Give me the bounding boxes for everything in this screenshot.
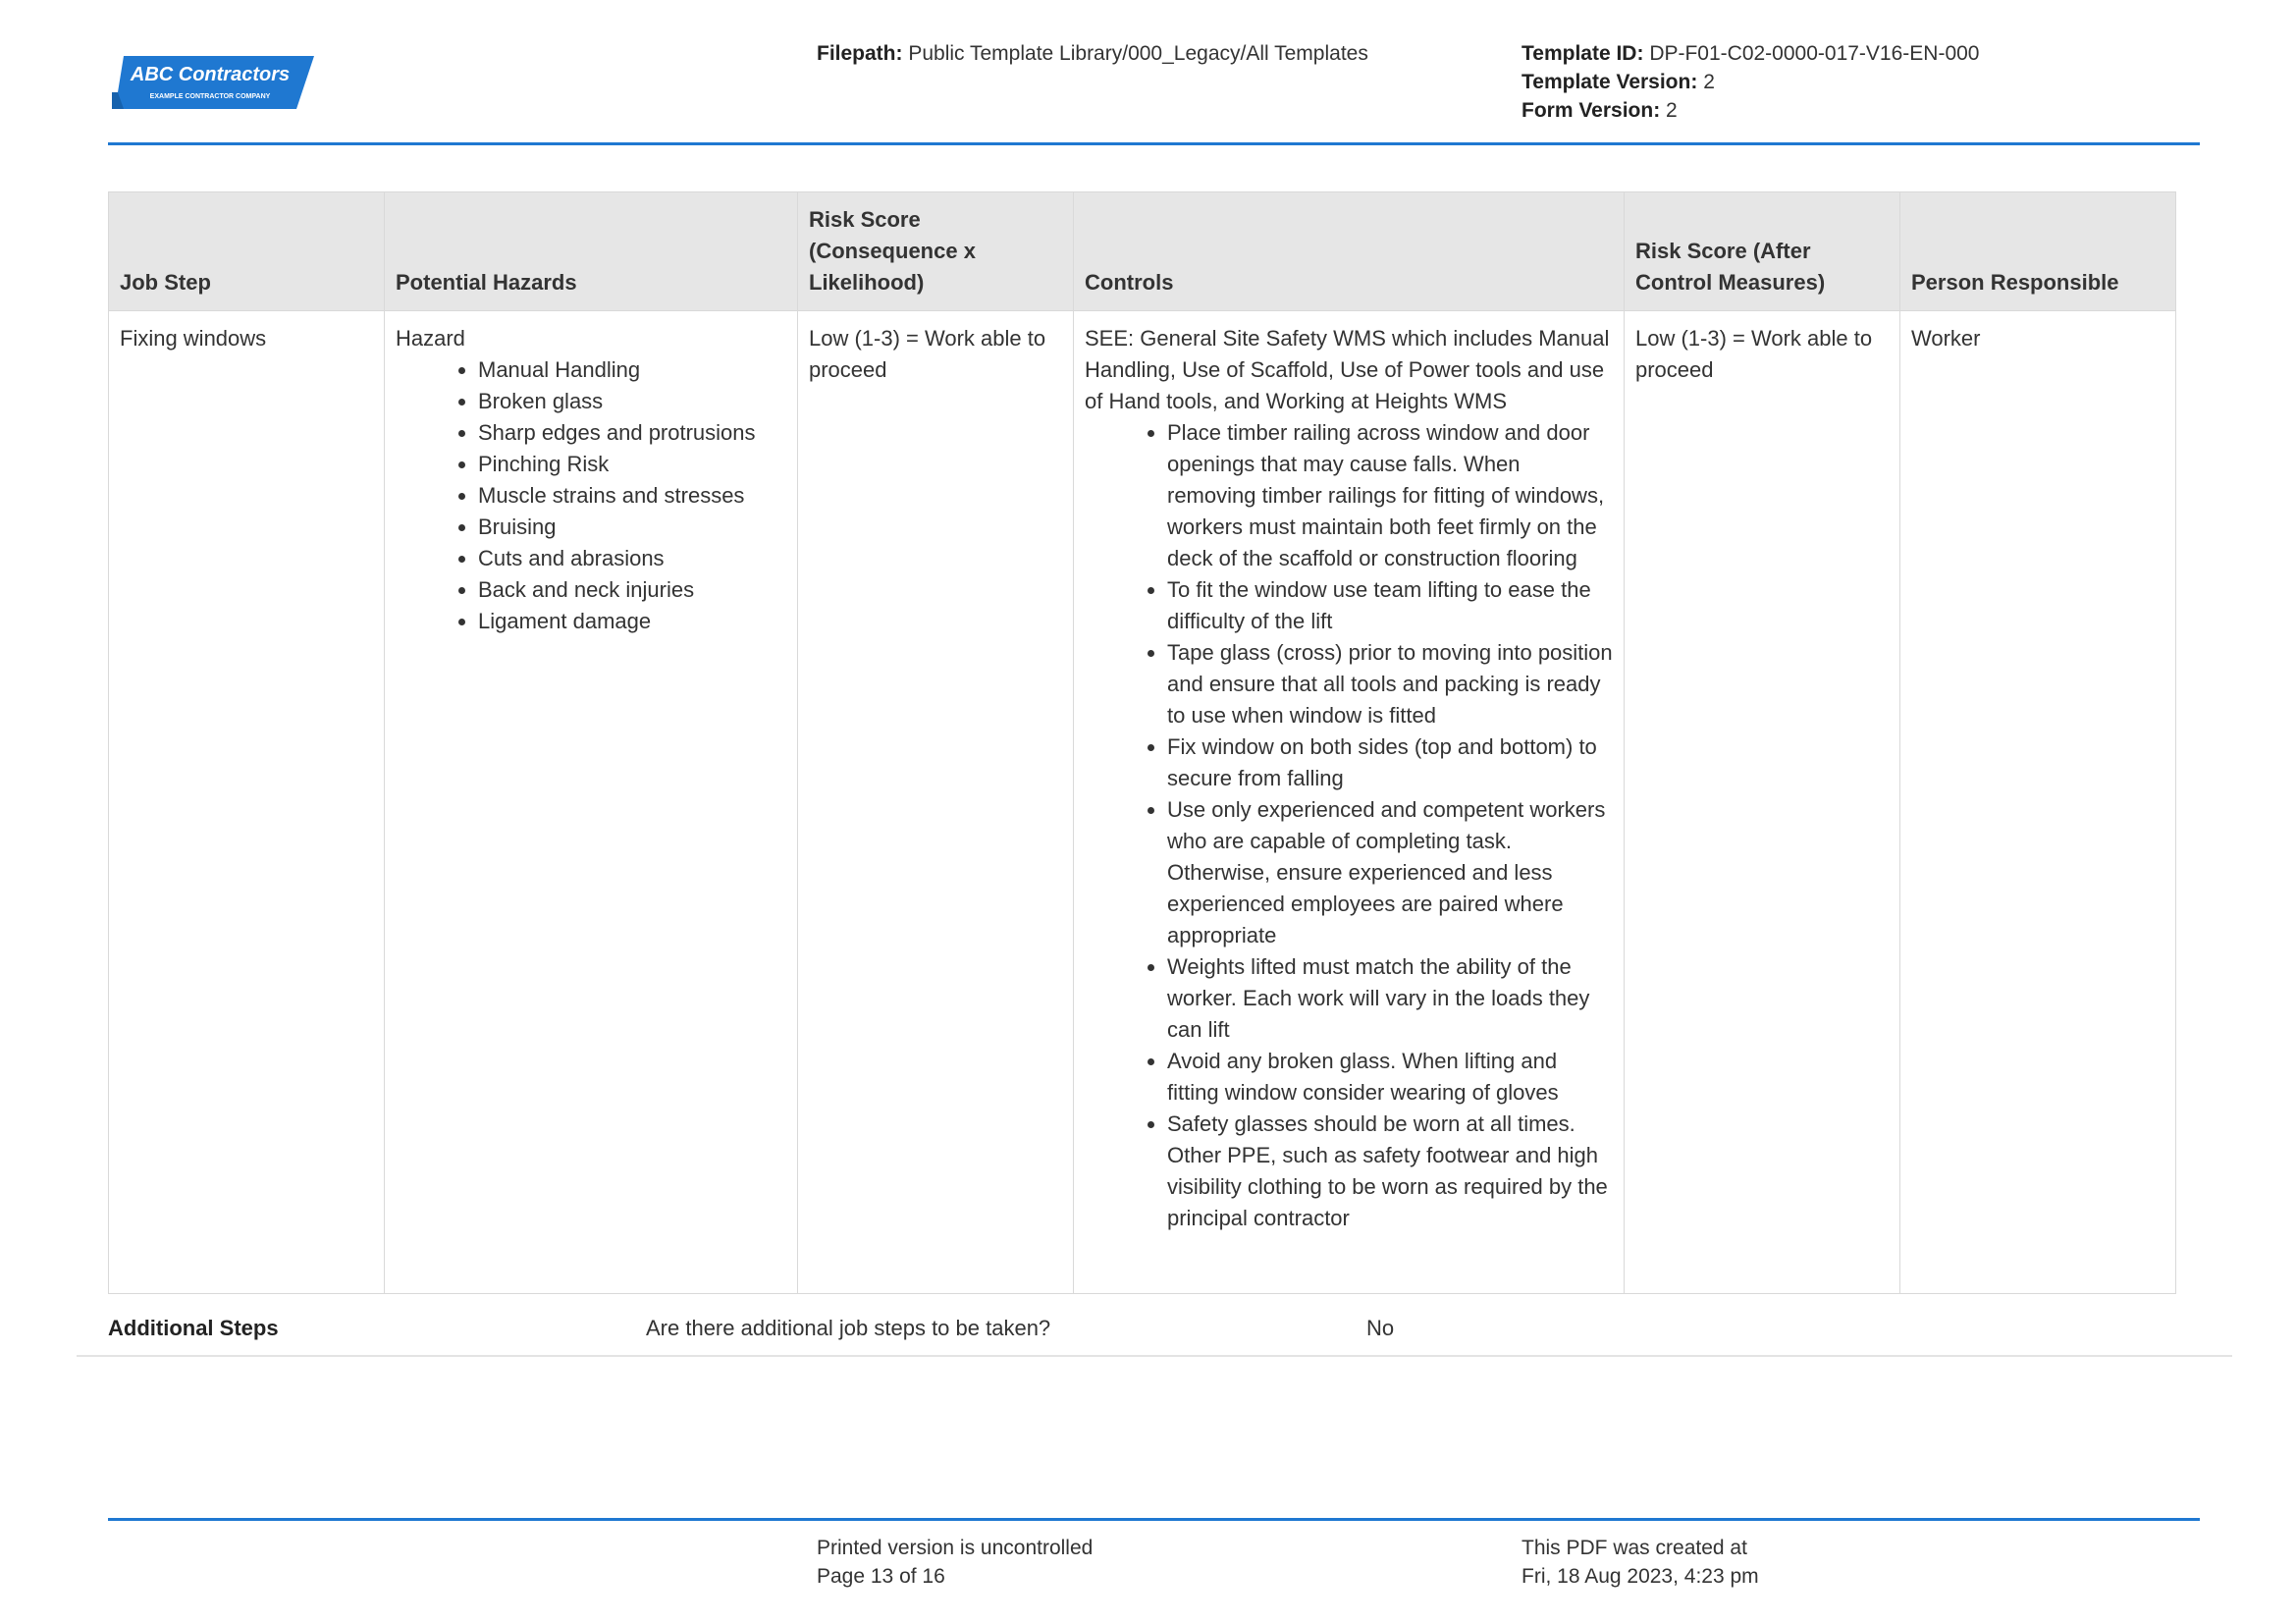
cell-potential-hazards — [385, 311, 798, 1294]
list-item: • Manual Handling — [478, 354, 786, 386]
company-logo — [110, 53, 316, 112]
template-info-block — [1522, 39, 1979, 125]
header-risk-after-line: Risk Score (After — [1635, 239, 1811, 263]
header-controls: Controls — [1074, 192, 1625, 311]
footer-left-block — [817, 1534, 1093, 1591]
header-risk-after-line: Control Measures) — [1635, 270, 1826, 295]
additional-steps-answer: No — [1366, 1316, 1395, 1340]
footer-right-block — [1522, 1534, 1759, 1591]
filepath-value: Public Template Library/000_Legacy/All Templates — [908, 42, 1368, 65]
list-item: • Ligament damage — [478, 606, 786, 637]
form-version-line — [1522, 96, 1979, 125]
header-risk-score — [798, 192, 1074, 311]
header-risk-score-line: Likelihood) — [809, 270, 925, 295]
table-header-row — [109, 192, 2176, 311]
header-divider — [108, 142, 2200, 145]
additional-steps-question: Are there additional job steps to be taken? — [646, 1316, 1051, 1340]
cell-risk-after: Low (1-3) = Work able to proceed — [1625, 311, 1900, 1294]
controls-intro: SEE: General Site Safety WMS which includes Manual Handling, Use of Scaffold, Use of Power tools and use of Hand tools, and Working at Heights WMS — [1085, 326, 1610, 413]
footer-divider — [108, 1518, 2200, 1521]
cell-person-responsible: Worker — [1900, 311, 2176, 1294]
list-item: • Avoid any broken glass. When lifting and fitting window consider wearing of gloves — [1167, 1046, 1613, 1109]
list-item: • Cuts and abrasions — [478, 543, 786, 574]
header-person-responsible: Person Responsible — [1900, 192, 2176, 311]
header-potential-hazards: Potential Hazards — [385, 192, 798, 311]
list-item: • Tape glass (cross) prior to moving into position and ensure that all tools and packing is ready to use when window is fitted — [1167, 637, 1613, 731]
list-item: • Sharp edges and protrusions — [478, 417, 786, 449]
form-version-label: Form Version: — [1522, 99, 1661, 122]
list-item: • Broken glass — [478, 386, 786, 417]
template-id-label: Template ID: — [1522, 42, 1644, 65]
list-item: • Use only experienced and competent workers who are capable of completing task. Otherwise, ensure experienced and less experienced employees are paired where appropriate — [1167, 794, 1613, 951]
header-risk-after — [1625, 192, 1900, 311]
template-id-line — [1522, 39, 1979, 68]
cell-controls — [1074, 311, 1625, 1294]
list-item: • Muscle strains and stresses — [478, 480, 786, 512]
list-item: • Weights lifted must match the ability of the worker. Each work will vary in the loads they can lift — [1167, 951, 1613, 1046]
list-item: • To fit the window use team lifting to ease the difficulty of the lift — [1167, 574, 1613, 637]
header-risk-score-line: (Consequence x — [809, 239, 976, 263]
template-version-value: 2 — [1703, 71, 1715, 93]
additional-steps-label: Additional Steps — [108, 1316, 279, 1340]
form-version-value: 2 — [1666, 99, 1678, 122]
controls-list — [1085, 417, 1613, 1234]
list-item: • Bruising — [478, 512, 786, 543]
logo-tagline: EXAMPLE CONTRACTOR COMPANY — [149, 93, 271, 100]
header-job-step: Job Step — [109, 192, 385, 311]
hazard-list — [396, 354, 786, 637]
list-item: • Place timber railing across window and door openings that may cause falls. When removing timber railings for fitting of windows, workers must maintain both feet firmly on the deck of the scaffold or construction flooring — [1167, 417, 1613, 574]
table-row — [109, 311, 2176, 1294]
filepath-line — [817, 39, 1368, 68]
filepath-block — [817, 39, 1368, 68]
cell-risk-score: Low (1-3) = Work able to proceed — [798, 311, 1074, 1294]
additional-steps-divider — [77, 1355, 2232, 1357]
list-item: • Back and neck injuries — [478, 574, 786, 606]
template-id-value: DP-F01-C02-0000-017-V16-EN-000 — [1649, 42, 1980, 65]
cell-job-step: Fixing windows — [109, 311, 385, 1294]
footer-created-label: This PDF was created at — [1522, 1537, 1747, 1559]
hazard-title: Hazard — [396, 326, 465, 351]
filepath-label: Filepath: — [817, 42, 903, 65]
list-item: • Pinching Risk — [478, 449, 786, 480]
list-item: • Fix window on both sides (top and bottom) to secure from falling — [1167, 731, 1613, 794]
header-risk-score-line: Risk Score — [809, 207, 921, 232]
footer-page-number: Page 13 of 16 — [817, 1565, 945, 1588]
template-version-label: Template Version: — [1522, 71, 1698, 93]
footer-created-value: Fri, 18 Aug 2023, 4:23 pm — [1522, 1565, 1759, 1588]
footer-uncontrolled: Printed version is uncontrolled — [817, 1537, 1094, 1559]
list-item: • Safety glasses should be worn at all times. Other PPE, such as safety footwear and high visibility clothing to be worn as required by the principal contractor — [1167, 1109, 1613, 1234]
logo-text: ABC Contractors — [130, 64, 291, 85]
job-safety-table — [108, 191, 2176, 1294]
template-version-line — [1522, 68, 1979, 96]
